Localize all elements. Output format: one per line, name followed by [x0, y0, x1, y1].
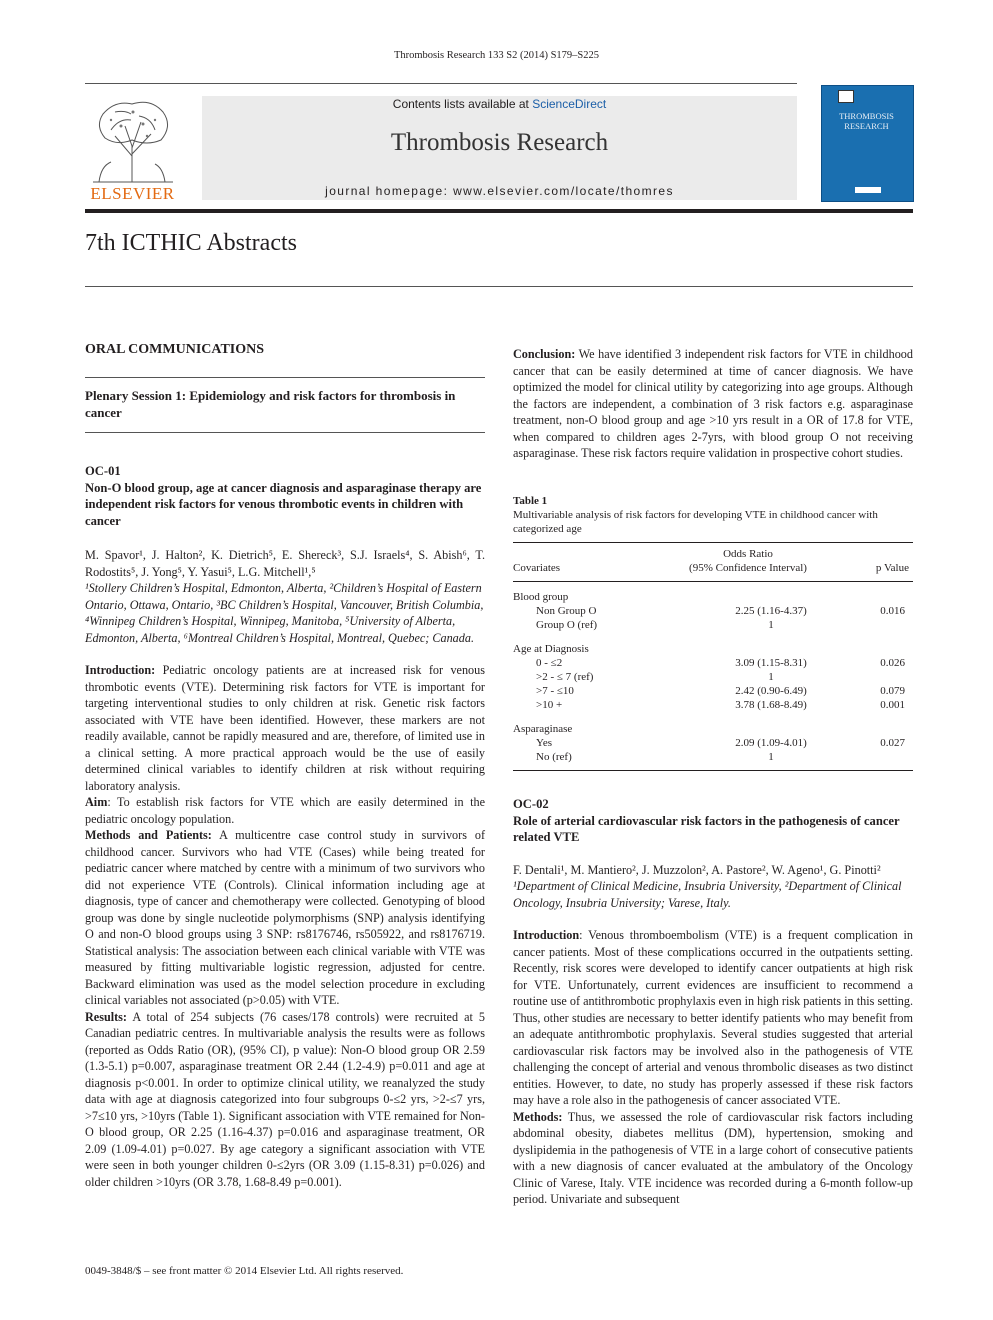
cell-covariate: Group O (ref): [536, 619, 598, 631]
methods-text: A multicentre case control study in survivors of childhood cancer. Survivors who had VTE (Cases) while being treated for pediatric cancer where matched by centre with a minimum of two survivors who did not experience VTE (Controls). Clinical information including age at diagnosis, type of cancer and chemotherapy were collected. Genotyping of blood group was done by single nucleotide polymorphisms (SNP) analysis identifying O and non-O blood groups using 3 SNP: rs8176746, rs505922, and rs8176719. Statistical analysis: The association between each clinical variable with VTE was measured by fitting multivariable logistic regression, adjusted for centre. Backward elimination was used as the model selection procedure in excluding clinical variables not associated (p>0.05) with VTE.: [85, 828, 486, 1007]
abstract-introduction: [85, 662, 485, 794]
cell-pvalue: [866, 642, 913, 656]
header-thick-rule: [85, 209, 913, 213]
aim-text: : To establish risk factors for VTE which are easily determined in the pediatric oncology population.: [85, 795, 485, 826]
abstract-affiliations: ¹Department of Clinical Medicine, Insubria University, ²Department of Clinical Oncology, Insubria University; Varese, Italy.: [513, 879, 902, 910]
col-confidence: (95% Confidence Interval): [689, 562, 807, 574]
methods-label: Methods and Patients:: [85, 828, 212, 842]
cell-odds-ratio: 2.09 (1.09-4.01): [735, 737, 807, 749]
abstract-authors: F. Dentali¹, M. Mantiero², J. Muzzolon², A. Pastore², W. Ageno¹, G. Pinotti²: [513, 862, 881, 877]
conclusion-paragraph: [513, 346, 913, 462]
cell-odds-ratio: 2.42 (0.90-6.49): [735, 685, 807, 697]
cell-covariate: No (ref): [536, 751, 572, 763]
abstract-methods: [85, 827, 485, 1009]
table-row: [513, 684, 913, 698]
cell-covariate: 0 - ≤2: [536, 657, 563, 669]
table-body: [513, 590, 913, 764]
session-rule: [85, 432, 485, 433]
cell-covariate: Asparaginase: [513, 723, 573, 735]
cell-odds-ratio: 2.25 (1.16-4.37): [735, 605, 807, 617]
cell-pvalue: 0.001: [880, 699, 905, 711]
table-group-row: [513, 722, 913, 736]
cell-pvalue: 0.079: [880, 685, 905, 697]
col-pvalue: p Value: [875, 562, 909, 574]
abstract-oc02: [513, 796, 913, 1208]
cell-covariate: Age at Diagnosis: [513, 643, 589, 655]
table-top-rule: [513, 542, 913, 543]
abstract-aim: [85, 794, 485, 827]
table-row: [513, 604, 913, 618]
table-row: [513, 618, 913, 632]
cell-pvalue: 0.026: [880, 657, 905, 669]
journal-title: Thrombosis Research: [390, 129, 609, 156]
methods-text: Thus, we assessed the role of cardiovascular risk factors including abdominal obesity, diabetes mellitus (DM), hypertension, smoking and dyslipidemia in the pathogenesis of VTE in a large cohort of consecutive patients with a new diagnosis of cancer evaluated at the ambulatory of the Oncology Clinic of Varese, Italy. VTE incidence was recorded during a 6-month follow-up period. Univariate and subsequent: [513, 1109, 913, 1206]
elsevier-logo-text: ELSEVIER: [90, 184, 175, 203]
cell-covariate: >2 - ≤ 7 (ref): [536, 671, 594, 683]
title-divider: [85, 286, 913, 287]
cell-odds-ratio: 3.78 (1.68-8.49): [735, 699, 807, 711]
abstract-affiliations: ¹Stollery Children’s Hospital, Edmonton, Alberta, ²Children’s Hospital of Eastern Ontario, Ottawa, Ontario, ³BC Children’s Hospital, Vancouver, British Columbia, ⁴Winnipeg Children’s Hospital, Winnipeg, Manitoba, ⁵University of Alberta, Edmonton, Alberta, ⁶Montreal Children’s Hospital, Montreal, Quebec; Canada.: [85, 581, 484, 645]
contents-line: [202, 97, 797, 111]
table-row: [513, 698, 913, 712]
cell-pvalue: 0.016: [880, 605, 905, 617]
table-group-row: [513, 590, 913, 604]
cell-odds-ratio: [676, 722, 866, 736]
table-header: [513, 547, 913, 575]
intro-label: Introduction: [513, 928, 580, 942]
table-row: [513, 750, 913, 764]
cell-pvalue: [866, 670, 913, 684]
abstract-id: OC-02: [513, 797, 549, 811]
cover-logo-icon: [838, 90, 854, 103]
cell-pvalue: [866, 590, 913, 604]
table-caption: Multivariable analysis of risk factors for developing VTE in childhood cancer with categorized age: [513, 509, 878, 535]
aim-label: Aim: [85, 795, 108, 809]
methods-label: Methods:: [513, 1109, 563, 1124]
cell-pvalue: [866, 722, 913, 736]
cell-odds-ratio: 1: [768, 671, 774, 683]
journal-cover-image: [821, 85, 914, 202]
table-group-row: [513, 642, 913, 656]
abstract-oc01-conclusion: [513, 346, 913, 462]
cell-pvalue: 0.027: [880, 737, 905, 749]
conclusion-text: We have identified 3 independent risk factors for VTE in childhood cancer that can be easily determined at time of cancer diagnosis. We have optimized the model for clinical utility by categorizing into age groups. Although the factors are independent, a combination of 3 risk factors e.g. asparaginase treatment, non-O blood group and age >10 yrs result in a OR of 17.8 for VTE, when compared to children ages 2-7yrs, with blood group O not receiving asparaginase. These risk factors require validation in prospective cohort studies.: [513, 347, 913, 460]
copyright-footer: 0049-3848/$ – see front matter © 2014 Elsevier Ltd. All rights reserved.: [85, 1265, 404, 1277]
session-heading: Plenary Session 1: Epidemiology and risk factors for thrombosis in cancer: [85, 388, 456, 420]
cell-covariate: >7 - ≤10: [536, 685, 574, 697]
table-row: [513, 736, 913, 750]
journal-homepage[interactable]: journal homepage: www.elsevier.com/locate/thomres: [325, 184, 674, 198]
table-header-rule: [513, 581, 913, 582]
section-heading: ORAL COMMUNICATIONS: [85, 342, 265, 357]
results-label: Results:: [85, 1009, 127, 1024]
intro-label: Introduction:: [85, 663, 156, 677]
cell-pvalue: [866, 750, 913, 764]
cover-label-icon: [855, 187, 881, 193]
abstract-title: Non-O blood group, age at cancer diagnosis and asparaginase therapy are independent risk factors for venous thrombotic events in children with cancer: [85, 480, 482, 528]
section-rule: [85, 377, 485, 378]
results-text: A total of 254 subjects (76 cases/178 controls) were recruited at 5 Canadian pediatric centres. In multivariable analysis the results were as follows (reported as Odds Ratio (OR), (95% CI), p value): Non-O blood group OR 2.59 (1.3-5.1) p=0.007, asparaginase treatment OR 2.44 (1.2-4.9) p=0.011 and age at diagnosis p<0.001. In order to optimize clinical utility, we reanalyzed the study data with age at diagnosis categorized into four subgroups 0-≤2 yrs, >2-≤7 yrs, >7≤10 yrs, >10yrs (Table 1). Significant association with VTE remained for Non-O blood group, OR 2.25 (1.16-4.37) p=0.016 and asparaginase treatment, OR 2.09 (1.09-4.01) p=0.027. By age category a significant association with VTE were seen in both younger children 0-≤2yrs (OR 3.09 (1.15-8.31) p=0.026) and older children >10yrs (OR 3.78, 1.68-8.49 p=0.001).: [85, 1009, 485, 1189]
table-row: [513, 670, 913, 684]
table-bottom-rule: [513, 770, 913, 771]
col-covariates: Covariates: [513, 562, 561, 574]
abstract-methods: [513, 1109, 913, 1208]
table-row: [513, 656, 913, 670]
sciencedirect-link[interactable]: ScienceDirect: [532, 97, 607, 111]
cell-covariate: Non Group O: [536, 605, 597, 617]
table-1: [513, 494, 913, 771]
abstract-results: [85, 1009, 485, 1191]
abstract-id: OC-01: [85, 464, 121, 478]
cell-odds-ratio: 1: [768, 751, 774, 763]
intro-text: Pediatric oncology patients are at increased risk for venous thrombotic events (VTE). Determining risk factors for VTE is important for targeting interventional studies to only children at risk. Genetic risk factors associated with VTE have been identified. However, these markers are not readily available, cannot be rapidly measured and are, therefore, of limited use in a clinical setting. A more practical approach would be the use of easily determined clinical variables to identify children at risk without requiring laboratory analysis.: [85, 663, 485, 793]
cell-odds-ratio: 3.09 (1.15-8.31): [735, 657, 807, 669]
cover-title: THROMBOSIS RESEARCH: [839, 111, 894, 131]
cell-covariate: Yes: [536, 737, 553, 749]
abstract-introduction: [513, 927, 913, 1109]
journal-citation: Thrombosis Research 133 S2 (2014) S179–S225: [393, 50, 600, 61]
abstract-oc01: [85, 463, 485, 1190]
cell-covariate: >10 +: [536, 699, 563, 711]
cell-covariate: Blood group: [513, 591, 569, 603]
cell-odds-ratio: [676, 642, 866, 656]
conclusion-label: Conclusion:: [513, 347, 576, 361]
cell-pvalue: [866, 618, 913, 632]
page-title: 7th ICTHIC Abstracts: [85, 230, 297, 256]
table-label: Table 1: [513, 495, 548, 507]
cell-odds-ratio: [676, 590, 866, 604]
col-odds-ratio: Odds Ratio: [723, 548, 773, 560]
abstract-authors: M. Spavor¹, J. Halton², K. Dietrich⁵, E. Shereck³, S.J. Israels⁴, S. Abish⁶, T. Rodostits⁵, J. Yong⁵, Y. Yasui⁵, L.G. Mitchell¹,⁵: [85, 548, 485, 579]
cell-odds-ratio: 1: [768, 619, 774, 631]
contents-prefix: Contents lists available at: [392, 97, 533, 111]
abstract-title: Role of arterial cardiovascular risk factors in the pathogenesis of cancer related VTE: [513, 813, 900, 844]
intro-text: : Venous thromboembolism (VTE) is a frequent complication in cancer patients. Most of these complications occurred in the outpatients setting. Recently, risk scores were developed to identify cancer outpatients at high risk for VTE. Unfortunately, current evidences are insufficient to recommend a routine use of antithrombotic prophylaxis even in high risk patients in this setting. Thus, other studies are necessary to better identify patients who may benefit from an adequate antithrombotic prophylaxis. Several studies suggested that arterial cardiovascular risk factors may be involved also in the pathogenesis of VTE challenging the concept of arterial and venous thrombolic diseases as two distinct entities. However, to date, no study has properly assessed if these risk factors may have a role also in the pathogenesis of cancer associated VTE.: [513, 928, 913, 1107]
header-divider: [85, 83, 797, 84]
